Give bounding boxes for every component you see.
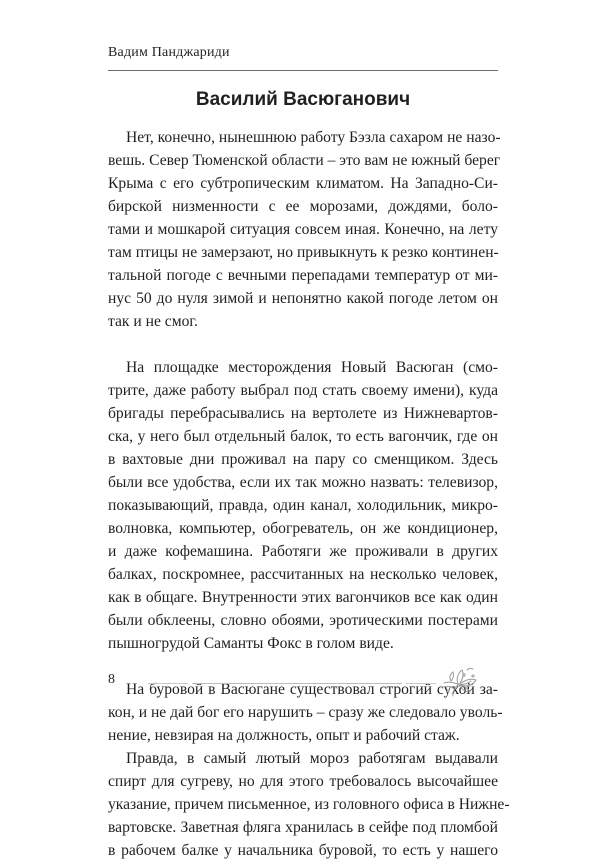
text-line: На площадке месторождения Новый Васюган (смо- xyxy=(126,359,498,376)
paragraph xyxy=(108,126,501,333)
text-line: ска, у него был отдельный балок, то есть вагончик, где он xyxy=(108,428,498,445)
text-line: кон, и не дай бог его нарушить – сразу же следовало уволь- xyxy=(108,704,503,721)
text-line: волновка, компьютер, обогреватель, он же кондиционер, xyxy=(108,520,498,537)
running-head-author: Вадим Панджариди xyxy=(108,45,230,60)
text-line: трите, даже работу выбрал под стать своему имени), куда xyxy=(108,382,498,399)
text-line: бригады перебрасывались на вертолете из Нижневартов- xyxy=(108,405,498,422)
text-line: в вахтовые дни проживал на пару со сменщиком. Здесь xyxy=(108,451,498,468)
paragraph xyxy=(108,356,498,655)
text-line: нение, невзирая на должность, опыт и рабочий стаж. xyxy=(108,727,460,744)
text-line: Нет, конечно, нынешнюю работу Бэзла сахаром не назо- xyxy=(126,129,501,146)
text-line: пышногрудой Саманты Фокс в голом виде. xyxy=(108,635,394,652)
text-line: так и не смог. xyxy=(108,313,198,330)
text-line: там птицы не замерзают, но привыкнуть к резко континен- xyxy=(108,244,499,261)
text-line: спирт для сугреву, но для этого требовалось высочайшее xyxy=(108,773,498,790)
text-line: вартовске. Заветная фляга хранилась в сейфе под пломбой xyxy=(108,819,498,836)
text-line: вешь. Север Тюменской области – это вам не южный берег xyxy=(108,152,501,169)
text-line: Крыма с его субтропическим климатом. На Западно-Си- xyxy=(108,175,498,192)
paragraph-gap xyxy=(108,333,498,356)
text-line: были все удобства, если их так можно назвать: телевизор, xyxy=(108,474,498,491)
header-rule xyxy=(108,70,498,71)
text-line: в рабочем балке у начальника буровой, то есть у нашего xyxy=(108,842,498,859)
text-line: тами и мошкарой ситуация совсем иная. Конечно, на лету xyxy=(108,221,498,238)
floral-ornament-icon xyxy=(440,664,480,698)
body-text xyxy=(108,126,510,862)
text-line: и даже кофемашина. Работяги же проживали в других xyxy=(108,543,498,560)
text-line: бирской низменности с ее морозами, дождями, боло- xyxy=(108,198,498,215)
footer-rule-segment xyxy=(406,683,436,684)
page-number: 8 xyxy=(108,672,115,687)
text-line: показывающий, правда, один канал, холодильник, микро- xyxy=(108,497,498,514)
footer-rule-segment xyxy=(192,683,402,684)
text-line: нус 50 до нуля зимой и непонятно какой погоде летом он xyxy=(108,290,498,307)
paragraph xyxy=(108,747,510,862)
footer-rule-segment xyxy=(148,683,188,684)
text-line: указание, причем письменное, из головного офиса в Нижне- xyxy=(108,796,510,813)
text-line: На буровой в Васюгане существовал строгий сухой за- xyxy=(126,681,498,698)
text-line: как в общаге. Внутренности этих вагончиков все как один xyxy=(108,589,498,606)
text-line: были обклеены, словно обоями, эротическими постерами xyxy=(108,612,498,629)
chapter-title: Василий Васюганович xyxy=(195,89,411,110)
text-line: тальной погоде с вечными перепадами температур от ми- xyxy=(108,267,498,284)
text-line: Правда, в самый лютый мороз работягам выдавали xyxy=(126,750,498,767)
text-line: балках, поскромнее, рассчитанных на несколько человек, xyxy=(108,566,498,583)
